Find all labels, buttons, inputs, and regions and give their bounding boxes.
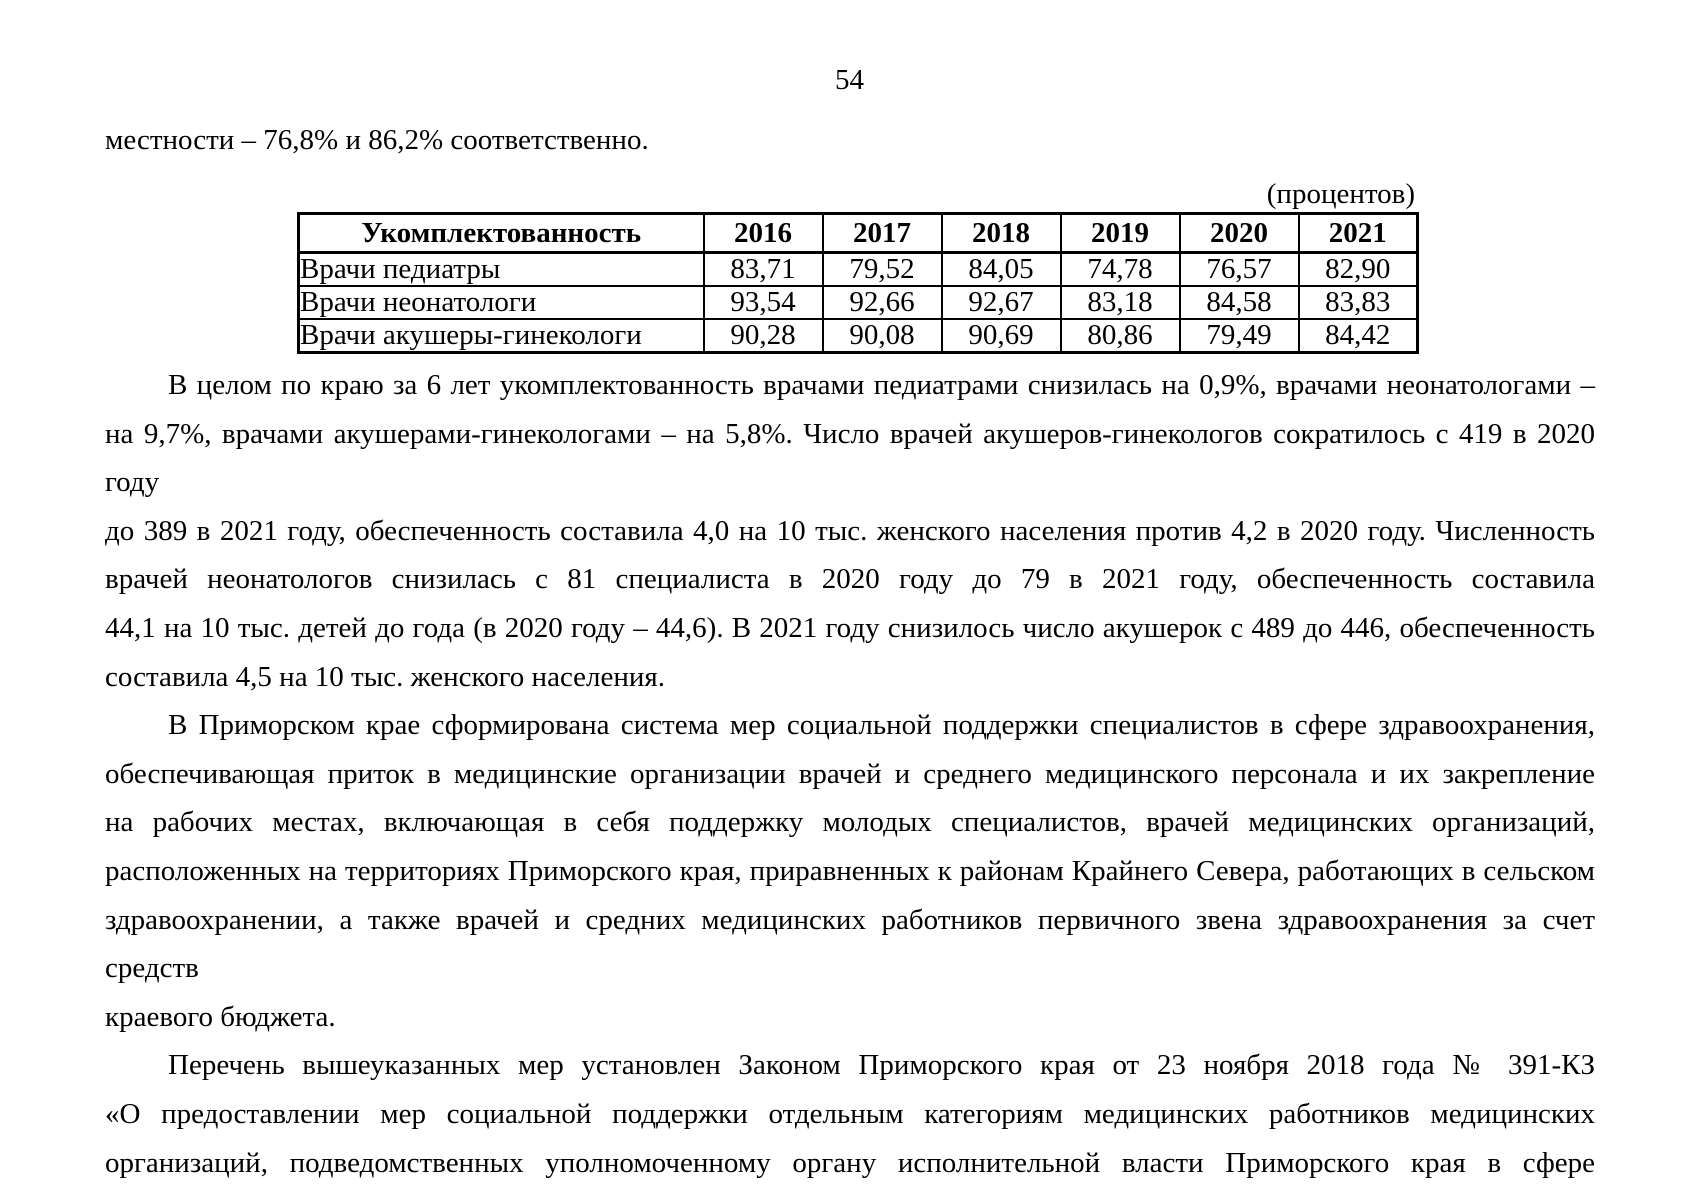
paragraph-line: В Приморском крае сформирована система мер социальной поддержки специалистов в сфере здравоохранения,	[168, 709, 1595, 742]
value-cell: 92,67	[942, 286, 1061, 319]
value-cell: 84,05	[942, 253, 1061, 287]
header-cell-year: 2016	[704, 214, 823, 253]
table-caption: (процентов)	[1266, 178, 1415, 210]
header-cell-year: 2017	[823, 214, 942, 253]
staffing-table	[297, 212, 1419, 354]
row-label-cell: Врачи педиатры	[299, 253, 704, 287]
table-row	[299, 286, 1418, 319]
value-cell: 82,90	[1299, 253, 1418, 287]
header-cell-year: 2019	[1061, 214, 1180, 253]
paragraph-line: врачей неонатологов снизилась с 81 специалиста в 2020 году до 79 в 2021 году, обеспеченность составила	[105, 563, 1595, 596]
row-label-cell: Врачи неонатологи	[299, 286, 704, 319]
paragraph-line: на 9,7%, врачами акушерами-гинекологами – на 5,8%. Число врачей акушеров-гинекологов сократилось с 419 в 2020 году	[105, 417, 1595, 499]
value-cell: 90,08	[823, 319, 942, 353]
paragraph-line: обеспечивающая приток в медицинские организации врачей и среднего медицинского персонала и их закрепление	[105, 757, 1595, 790]
paragraph-line: расположенных на территориях Приморского края, приравненных к районам Крайнего Севера, работающих в сельском	[105, 854, 1595, 887]
header-cell-year: 2020	[1180, 214, 1299, 253]
paragraph-line: на рабочих местах, включающая в себя поддержку молодых специалистов, врачей медицинских организаций,	[105, 806, 1595, 839]
header-cell-year: 2021	[1299, 214, 1418, 253]
paragraph-line: Перечень вышеуказанных мер установлен Законом Приморского края от 23 ноября 2018 года № 391-КЗ	[168, 1049, 1595, 1082]
header-cell-category: Укомплектованность	[299, 214, 704, 253]
value-cell: 79,49	[1180, 319, 1299, 353]
value-cell: 90,28	[704, 319, 823, 353]
value-cell: 83,71	[704, 253, 823, 287]
intro-line: местности – 76,8% и 86,2% соответственно.	[105, 124, 649, 156]
paragraph-line: краевого бюджета.	[105, 1000, 336, 1033]
value-cell: 84,58	[1180, 286, 1299, 319]
value-cell: 80,86	[1061, 319, 1180, 353]
value-cell: 83,18	[1061, 286, 1180, 319]
paragraph-line: организаций, подведомственных уполномоченному органу исполнительной власти Приморского края в сфере	[105, 1146, 1595, 1179]
page-number: 54	[835, 64, 864, 96]
value-cell: 84,42	[1299, 319, 1418, 353]
value-cell: 90,69	[942, 319, 1061, 353]
paragraph-line: до 389 в 2021 году, обеспеченность составила 4,0 на 10 тыс. женского населения против 4,2 в 2020 году. Численность	[105, 514, 1595, 547]
row-label-cell: Врачи акушеры-гинекологи	[299, 319, 704, 353]
value-cell: 79,52	[823, 253, 942, 287]
paragraph-line: здравоохранении, а также врачей и средних медицинских работников первичного звена здравоохранения за счет средств	[105, 903, 1595, 985]
table-row	[299, 253, 1418, 287]
paragraph-line: «О предоставлении мер социальной поддержки отдельным категориям медицинских работников медицинских	[105, 1097, 1595, 1130]
table-row	[299, 319, 1418, 353]
body-text	[105, 361, 1595, 1187]
paragraph-line: В целом по краю за 6 лет укомплектованность врачами педиатрами снизилась на 0,9%, врачами неонатологами –	[168, 369, 1595, 401]
header-cell-year: 2018	[942, 214, 1061, 253]
paragraph-line: составила 4,5 на 10 тыс. женского населения.	[105, 660, 666, 693]
value-cell: 92,66	[823, 286, 942, 319]
value-cell: 74,78	[1061, 253, 1180, 287]
table-header-row	[299, 214, 1418, 253]
value-cell: 76,57	[1180, 253, 1299, 287]
value-cell: 93,54	[704, 286, 823, 319]
value-cell: 83,83	[1299, 286, 1418, 319]
paragraph-line: 44,1 на 10 тыс. детей до года (в 2020 году – 44,6). В 2021 году снизилось число акушерок с 489 до 446, обеспеченность	[105, 611, 1595, 644]
